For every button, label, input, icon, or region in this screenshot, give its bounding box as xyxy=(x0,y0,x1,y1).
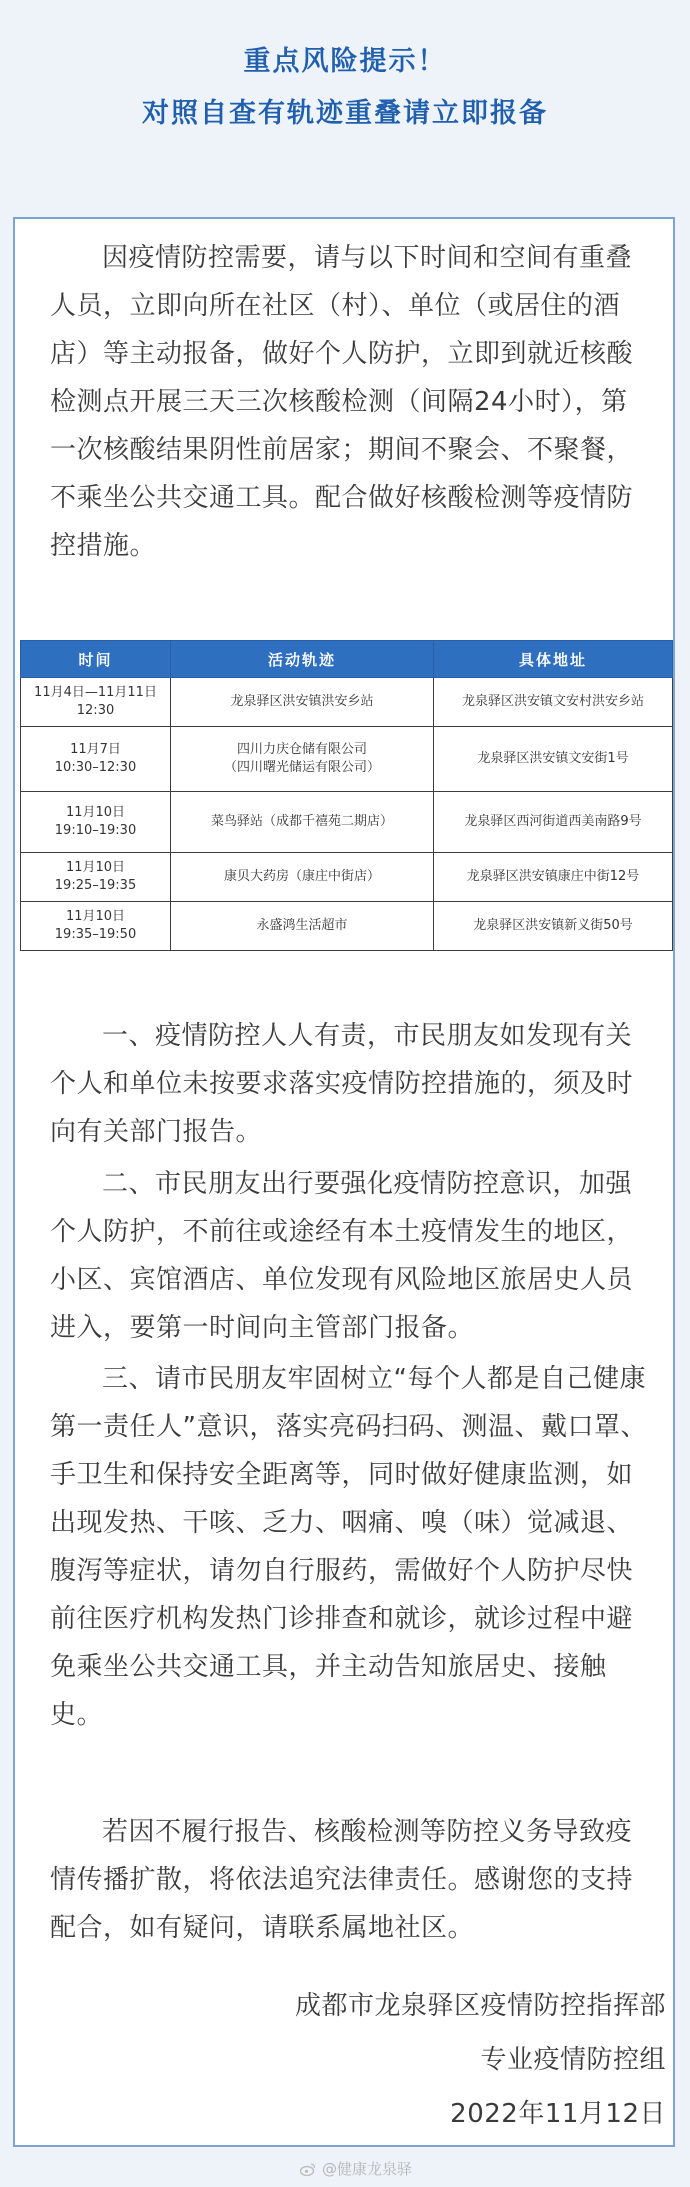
table-header-track: 活动轨迹 xyxy=(171,641,434,678)
cell-time: 11月7日 10:30–12:30 xyxy=(21,727,171,792)
table-row xyxy=(21,727,673,792)
paragraph-one: 一、疫情防控人人有责，市民朋友如发现有关个人和单位未按要求落实疫情防控措施的，须及时向有关部门报告。 xyxy=(50,1021,634,1147)
cell-address: 龙泉驿区西河街道西美南路9号 xyxy=(434,792,673,853)
table-header-address: 具体地址 xyxy=(434,641,673,678)
track-table xyxy=(20,640,672,951)
cell-address: 龙泉驿区洪安镇新义街50号 xyxy=(434,902,673,951)
cell-track: 康贝大药房（康庄中街店） xyxy=(171,853,434,902)
weibo-icon xyxy=(300,2162,316,2176)
table-row xyxy=(21,792,673,853)
header-title-line1: 重点风险提示！ xyxy=(243,45,447,77)
watermark-text: @健康龙泉驿 xyxy=(322,2160,413,2178)
intro-paragraph: 因疫情防控需要，请与以下时间和空间有重叠人员，立即向所在社区（村）、单位（或居住的酒店）等主动报备，做好个人防护，立即到就近核酸检测点开展三天三次核酸检测（间隔24小时），第一次核酸结果阴性前居家；期间不聚会、不聚餐，不乘坐公共交通工具。配合做好核酸检测等疫情防控措施。 xyxy=(50,243,634,561)
watermark xyxy=(300,2158,412,2179)
table-header-time: 时间 xyxy=(21,641,171,678)
signature-date: 2022年11月12日 xyxy=(450,2099,666,2129)
paragraph-closing: 若因不履行报告、核酸检测等防控义务导致疫情传播扩散，将依法追究法律责任。感谢您的支持配合，如有疑问，请联系属地社区。 xyxy=(50,1817,634,1943)
cell-track: 四川力庆仓储有限公司 （四川曙光储运有限公司） xyxy=(171,727,434,792)
cell-time: 11月10日 19:25–19:35 xyxy=(21,853,171,902)
cell-track: 菜鸟驿站（成都千禧苑二期店） xyxy=(171,792,434,853)
cell-address: 龙泉驿区洪安镇文安街1号 xyxy=(434,727,673,792)
cell-time: 11月10日 19:35–19:50 xyxy=(21,902,171,951)
cell-time: 11月10日 19:10–19:30 xyxy=(21,792,171,853)
table-row xyxy=(21,902,673,951)
cell-track: 龙泉驿区洪安镇洪安乡站 xyxy=(171,678,434,727)
signature-group: 专业疫情防控组 xyxy=(480,2045,666,2075)
paragraph-two: 二、市民朋友出行要强化疫情防控意识，加强个人防护，不前往或途经有本土疫情发生的地区，小区、宾馆酒店、单位发现有风险地区旅居史人员进入，要第一时间向主管部门报备。 xyxy=(50,1169,634,1343)
signature-org: 成都市龙泉驿区疫情防控指挥部 xyxy=(294,1991,666,2021)
table-row xyxy=(21,678,673,727)
cell-time: 11月4日—11月11日 12:30 xyxy=(21,678,171,727)
cell-track: 永盛鸿生活超市 xyxy=(171,902,434,951)
notice-header xyxy=(0,0,690,175)
cell-address: 龙泉驿区洪安镇文安村洪安乡站 xyxy=(434,678,673,727)
table-row xyxy=(21,853,673,902)
paragraph-three: 三、请市民朋友牢固树立“每个人都是自己健康第一责任人”意识，落实亮码扫码、测温、戴口罩、手卫生和保持安全距离等，同时做好健康监测，如出现发热、干咳、乏力、咽痛、嗅（味）觉减退、腹泻等症状，请勿自行服药，需做好个人防护尽快前往医疗机构发热门诊排查和就诊，就诊过程中避免乘坐公共交通工具，并主动告知旅居史、接触史。 xyxy=(50,1364,647,1730)
header-title-line2: 对照自查有轨迹重叠请立即报备 xyxy=(142,97,548,129)
cell-address: 龙泉驿区洪安镇康庄中街12号 xyxy=(434,853,673,902)
